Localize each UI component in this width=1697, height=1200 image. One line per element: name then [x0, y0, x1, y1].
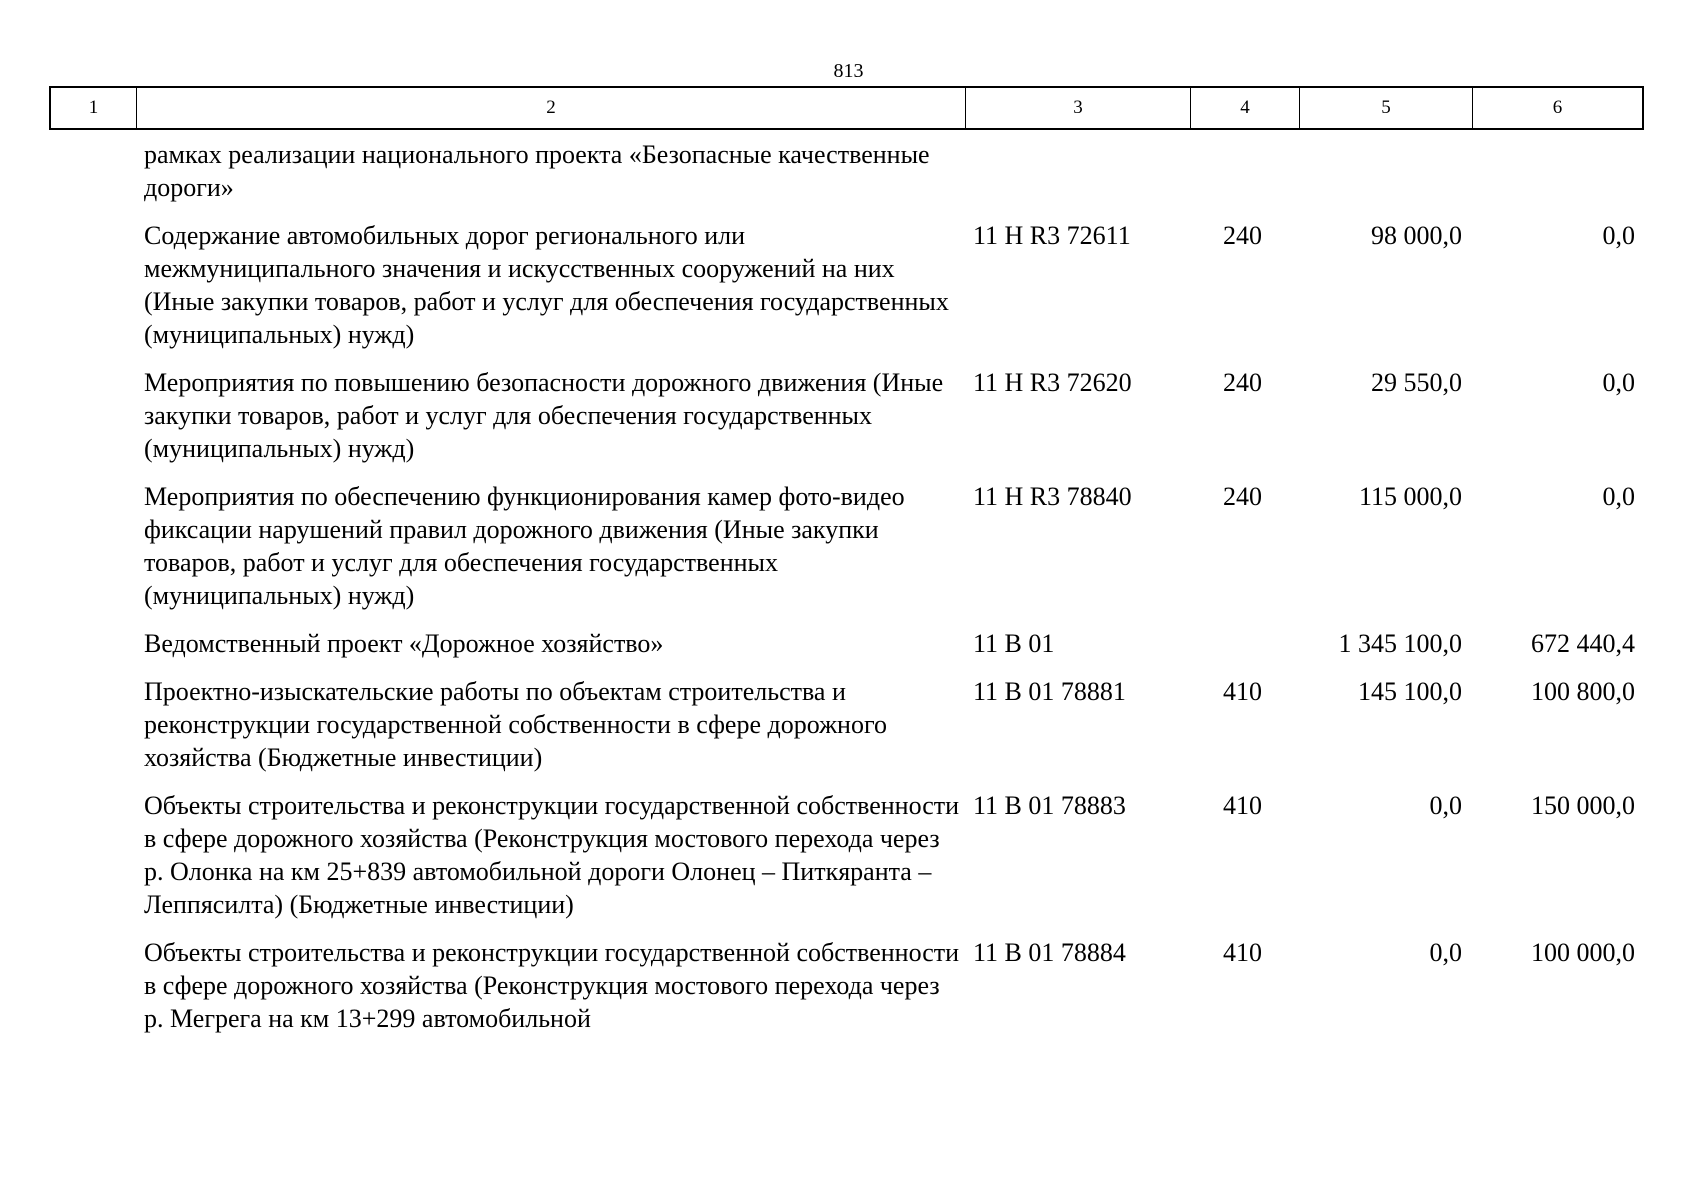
table-row [49, 219, 1644, 351]
row-amount-6: 150 000,0 [1531, 791, 1635, 820]
column-header-4: 4 [1191, 88, 1300, 128]
column-header-5: 5 [1300, 88, 1473, 128]
row-name: рамках реализации национального проекта «Безопасные качественные дороги» [144, 140, 930, 202]
row-col1 [49, 789, 135, 921]
table-body [49, 138, 1644, 1050]
row-col1 [49, 627, 135, 660]
row-code: 11 В 01 78883 [973, 791, 1126, 820]
row-code [964, 138, 1189, 204]
column-header-1: 1 [51, 88, 137, 128]
row-code: 11 Н R3 72620 [973, 368, 1132, 397]
row-code: 11 В 01 [973, 629, 1055, 658]
row-name: Объекты строительства и реконструкции государственной собственности в сфере дорожного хозяйства (Реконструкция мостового перехода через р. Олонка на км 25+839 автомобильной дороги Олонец – Питкяранта – Леппясилта) (Бюджетные инвестиции) [144, 791, 960, 919]
row-name: Ведомственный проект «Дорожное хозяйство» [144, 629, 664, 658]
row-amount-5: 98 000,0 [1371, 221, 1462, 250]
table-row [49, 627, 1644, 660]
column-header-6: 6 [1552, 97, 1563, 118]
row-expense-type: 410 [1223, 677, 1262, 706]
table-row [49, 936, 1644, 1035]
row-amount-5: 0,0 [1429, 791, 1462, 820]
table-row [49, 789, 1644, 921]
row-name: Мероприятия по обеспечению функционирования камер фото-видео фиксации нарушений правил дорожного движения (Иные закупки товаров, работ и услуг для обеспечения государственных (муниципальных) нужд) [144, 482, 905, 610]
row-amount-6: 672 440,4 [1531, 629, 1635, 658]
row-amount-5: 145 100,0 [1358, 677, 1462, 706]
row-col1 [49, 480, 135, 612]
row-amount-5: 29 550,0 [1371, 368, 1462, 397]
row-name: Мероприятия по повышению безопасности дорожного движения (Иные закупки товаров, работ и услуг для обеспечения государственных (муниципальных) нужд) [144, 368, 944, 463]
row-amount-5: 0,0 [1429, 938, 1462, 967]
row-amount-6: 0,0 [1602, 221, 1635, 250]
row-expense-type [1189, 627, 1298, 660]
table-row [49, 480, 1644, 612]
row-col1 [49, 675, 135, 774]
row-col1 [49, 138, 135, 204]
row-amount-5 [1298, 138, 1471, 204]
row-amount-6: 0,0 [1602, 482, 1635, 511]
row-expense-type [1189, 138, 1298, 204]
row-name: Содержание автомобильных дорог регионального или межмуниципального значения и искусственных сооружений на них (Иные закупки товаров, работ и услуг для обеспечения государственных (муниципальных) нужд) [144, 221, 949, 349]
row-expense-type: 410 [1223, 938, 1262, 967]
row-expense-type: 240 [1223, 221, 1262, 250]
row-amount-5: 115 000,0 [1358, 482, 1462, 511]
row-name: Объекты строительства и реконструкции государственной собственности в сфере дорожного хозяйства (Реконструкция мостового перехода через р. Мегрега на км 13+299 автомобильной [144, 938, 960, 1033]
row-amount-6: 100 000,0 [1531, 938, 1635, 967]
row-expense-type: 240 [1223, 368, 1262, 397]
row-code: 11 В 01 78881 [973, 677, 1126, 706]
row-code: 11 Н R3 72611 [973, 221, 1131, 250]
table-row [49, 675, 1644, 774]
row-expense-type: 240 [1223, 482, 1262, 511]
row-amount-5: 1 345 100,0 [1338, 629, 1462, 658]
row-amount-6: 100 800,0 [1531, 677, 1635, 706]
table-row [49, 138, 1644, 204]
column-header-3: 3 [966, 88, 1191, 128]
row-amount-6: 0,0 [1602, 368, 1635, 397]
row-amount-6 [1471, 138, 1644, 204]
column-header-2: 2 [137, 88, 966, 128]
table-row [49, 366, 1644, 465]
row-expense-type: 410 [1223, 791, 1262, 820]
row-col1 [49, 936, 135, 1035]
page-number: 813 [833, 60, 864, 82]
row-name: Проектно-изыскательские работы по объектам строительства и реконструкции государственной собственности в сфере дорожного хозяйства (Бюджетные инвестиции) [144, 677, 887, 772]
table-column-header [49, 86, 1644, 130]
row-col1 [49, 366, 135, 465]
row-code: 11 Н R3 78840 [973, 482, 1132, 511]
row-col1 [49, 219, 135, 351]
row-code: 11 В 01 78884 [973, 938, 1126, 967]
